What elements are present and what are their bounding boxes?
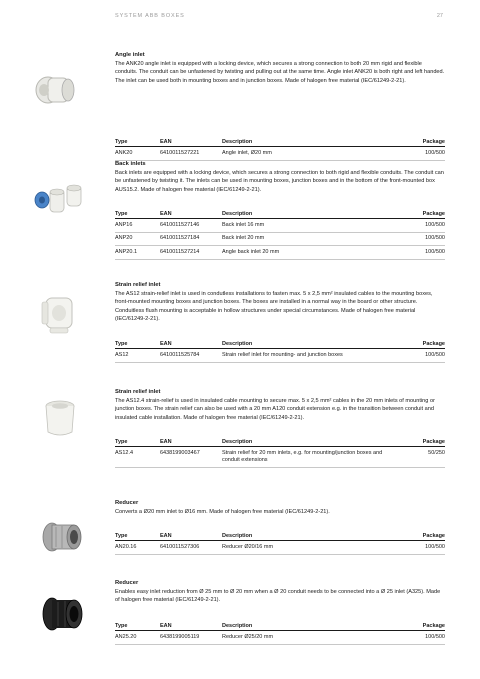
cell-type: AN25.20 (115, 631, 160, 645)
col-ean: EAN (160, 339, 222, 349)
section-title: Strain relief inlet (115, 389, 161, 395)
table-row (115, 147, 445, 161)
strain-relief-ring-product-icon (40, 398, 80, 440)
col-description: Description (222, 339, 385, 349)
col-description: Description (222, 437, 385, 447)
section-strain-relief-inlet-2 (115, 389, 445, 422)
table-row (115, 219, 445, 233)
cell-description: Angle back inlet 20 mm (222, 246, 385, 260)
product-table-reducer (115, 531, 445, 555)
page-header (115, 13, 443, 23)
col-package: Package (385, 209, 445, 219)
page-number: 27 (436, 13, 443, 19)
cell-package: 100/500 (385, 147, 445, 161)
section-description: The AS12 strain-relief inlet is used in condutless installations to fasten max. 5 x 2,5 mm² insulated cables to the mounting boxes, front-mounted mounting boxes and junction boxes. The boxes are installed in a normal way in the board or other structure. Conduitless flush mounting is acceptable in hollow structures under special circumstances. Made of halogen free material (IEC/61249-2-21). (115, 291, 433, 323)
section-title: Reducer (115, 580, 139, 586)
reducer-grey-product-icon (40, 515, 88, 557)
strain-relief-inlet-product-icon (40, 294, 80, 336)
col-type: Type (115, 137, 160, 147)
col-type: Type (115, 437, 160, 447)
col-ean: EAN (160, 621, 222, 631)
cell-description: Back inlet 16 mm (222, 219, 385, 233)
section-description: The AS12.4 strain-relief is used in insulated cable mounting to secure max. 5 x 2,5 mm² cables in the 20 mm inlets of mounting or junction boxes. The strain relief can also be used with a 20 mm A120 conduit extension e.g. in the transition between conduit and insulated cable installation. Made of halogen free material (IEC/61249-2-21). (115, 398, 435, 421)
col-ean: EAN (160, 209, 222, 219)
cell-package: 100/500 (385, 631, 445, 645)
section-description: Back inlets are equipped with a locking device, which secures a strong connection to both rigid and flexible conduits. The conduit can be unfastened by twisting it. The inlets can be used in mounting boxes, junction boxes and in the bottom of the front-mounted box AUS15.2. Made of halogen free material (IEC/61249-2-21). (115, 170, 444, 193)
section-title: Strain relief inlet (115, 282, 161, 288)
cell-package: 50/250 (385, 447, 445, 468)
section-angle-inlet (115, 52, 445, 85)
cell-description: Strain relief for 20 mm inlets, e.g. for mounting/junction boxes and conduit extensions (222, 447, 385, 468)
col-ean: EAN (160, 437, 222, 447)
col-package: Package (385, 437, 445, 447)
col-description: Description (222, 137, 385, 147)
table-header-row (115, 531, 445, 541)
table-row (115, 447, 445, 468)
cell-package: 100/500 (385, 541, 445, 555)
table-row (115, 246, 445, 260)
cell-ean: 6410011527306 (160, 541, 222, 555)
col-ean: EAN (160, 137, 222, 147)
cell-ean: 6410011527214 (160, 246, 222, 260)
header-title: SYSTEM ABB BOXES (115, 13, 185, 19)
col-type: Type (115, 339, 160, 349)
section-description: Enables easy inlet reduction from Ø 25 mm to Ø 20 mm when a Ø 20 conduit needs to be connected into a Ø 25 inlet (A325). Made of halogen free material (IEC/61249-2-21). (115, 589, 441, 604)
section-title: Reducer (115, 500, 139, 506)
table-header-row (115, 339, 445, 349)
cell-description: Reducer Ø20/16 mm (222, 541, 385, 555)
cell-type: ANK20 (115, 147, 160, 161)
reducer-black-product-icon (40, 590, 90, 636)
cell-type: ANP20 (115, 232, 160, 246)
cell-type: AN20.16 (115, 541, 160, 555)
cell-ean: 6410011525784 (160, 349, 222, 363)
cell-description: Back inlet 20 mm (222, 232, 385, 246)
col-ean: EAN (160, 531, 222, 541)
table-header-row (115, 209, 445, 219)
table-row (115, 631, 445, 645)
section-strain-relief-inlet (115, 282, 445, 324)
section-description: Converts a Ø20 mm inlet to Ø16 mm. Made of halogen free material (IEC/61249-2-21). (115, 509, 330, 515)
cell-description: Angle inlet, Ø20 mm (222, 147, 385, 161)
col-description: Description (222, 621, 385, 631)
cell-description: Reducer Ø25/20 mm (222, 631, 385, 645)
cell-package: 100/500 (385, 219, 445, 233)
col-package: Package (385, 339, 445, 349)
cell-package: 100/500 (385, 349, 445, 363)
cell-ean: 6410011527221 (160, 147, 222, 161)
col-type: Type (115, 621, 160, 631)
table-row (115, 541, 445, 555)
section-back-inlets (115, 161, 445, 194)
product-table-back-inlets (115, 209, 445, 260)
back-inlets-product-icon (30, 180, 85, 220)
product-table-reducer-2 (115, 621, 445, 645)
cell-ean: 6410011527146 (160, 219, 222, 233)
section-reducer (115, 500, 445, 516)
cell-ean: 6410011527184 (160, 232, 222, 246)
section-title: Back inlets (115, 161, 146, 167)
cell-type: ANP20.1 (115, 246, 160, 260)
section-description: The ANK20 angle inlet is equipped with a locking device, which secures a strong connection to both 20 mm rigid and flexible conduits. The conduit can be unfastened by twisting and pulling out at the same time. Angle inlet ANK20 is both right and left handed. The inlet can be used both in mounting boxes and in junction boxes. Made of halogen free material (IEC/61249-2-21). (115, 61, 445, 84)
col-type: Type (115, 531, 160, 541)
product-table-angle-inlet (115, 137, 445, 161)
cell-ean: 6438199005119 (160, 631, 222, 645)
cell-type: ANP16 (115, 219, 160, 233)
section-reducer-2 (115, 580, 445, 605)
cell-type: AS12 (115, 349, 160, 363)
cell-package: 100/500 (385, 246, 445, 260)
cell-ean: 6438199003467 (160, 447, 222, 468)
section-title: Angle inlet (115, 52, 145, 58)
col-type: Type (115, 209, 160, 219)
cell-description: Strain relief inlet for mounting- and junction boxes (222, 349, 385, 363)
product-table-strain-relief-inlet (115, 339, 445, 363)
cell-package: 100/500 (385, 232, 445, 246)
angle-inlet-product-icon (30, 68, 80, 108)
col-description: Description (222, 209, 385, 219)
table-header-row (115, 137, 445, 147)
cell-type: AS12.4 (115, 447, 160, 468)
product-table-strain-relief-inlet-2 (115, 437, 445, 468)
table-header-row (115, 437, 445, 447)
col-package: Package (385, 621, 445, 631)
col-package: Package (385, 137, 445, 147)
col-package: Package (385, 531, 445, 541)
table-row (115, 349, 445, 363)
table-header-row (115, 621, 445, 631)
table-row (115, 232, 445, 246)
col-description: Description (222, 531, 385, 541)
